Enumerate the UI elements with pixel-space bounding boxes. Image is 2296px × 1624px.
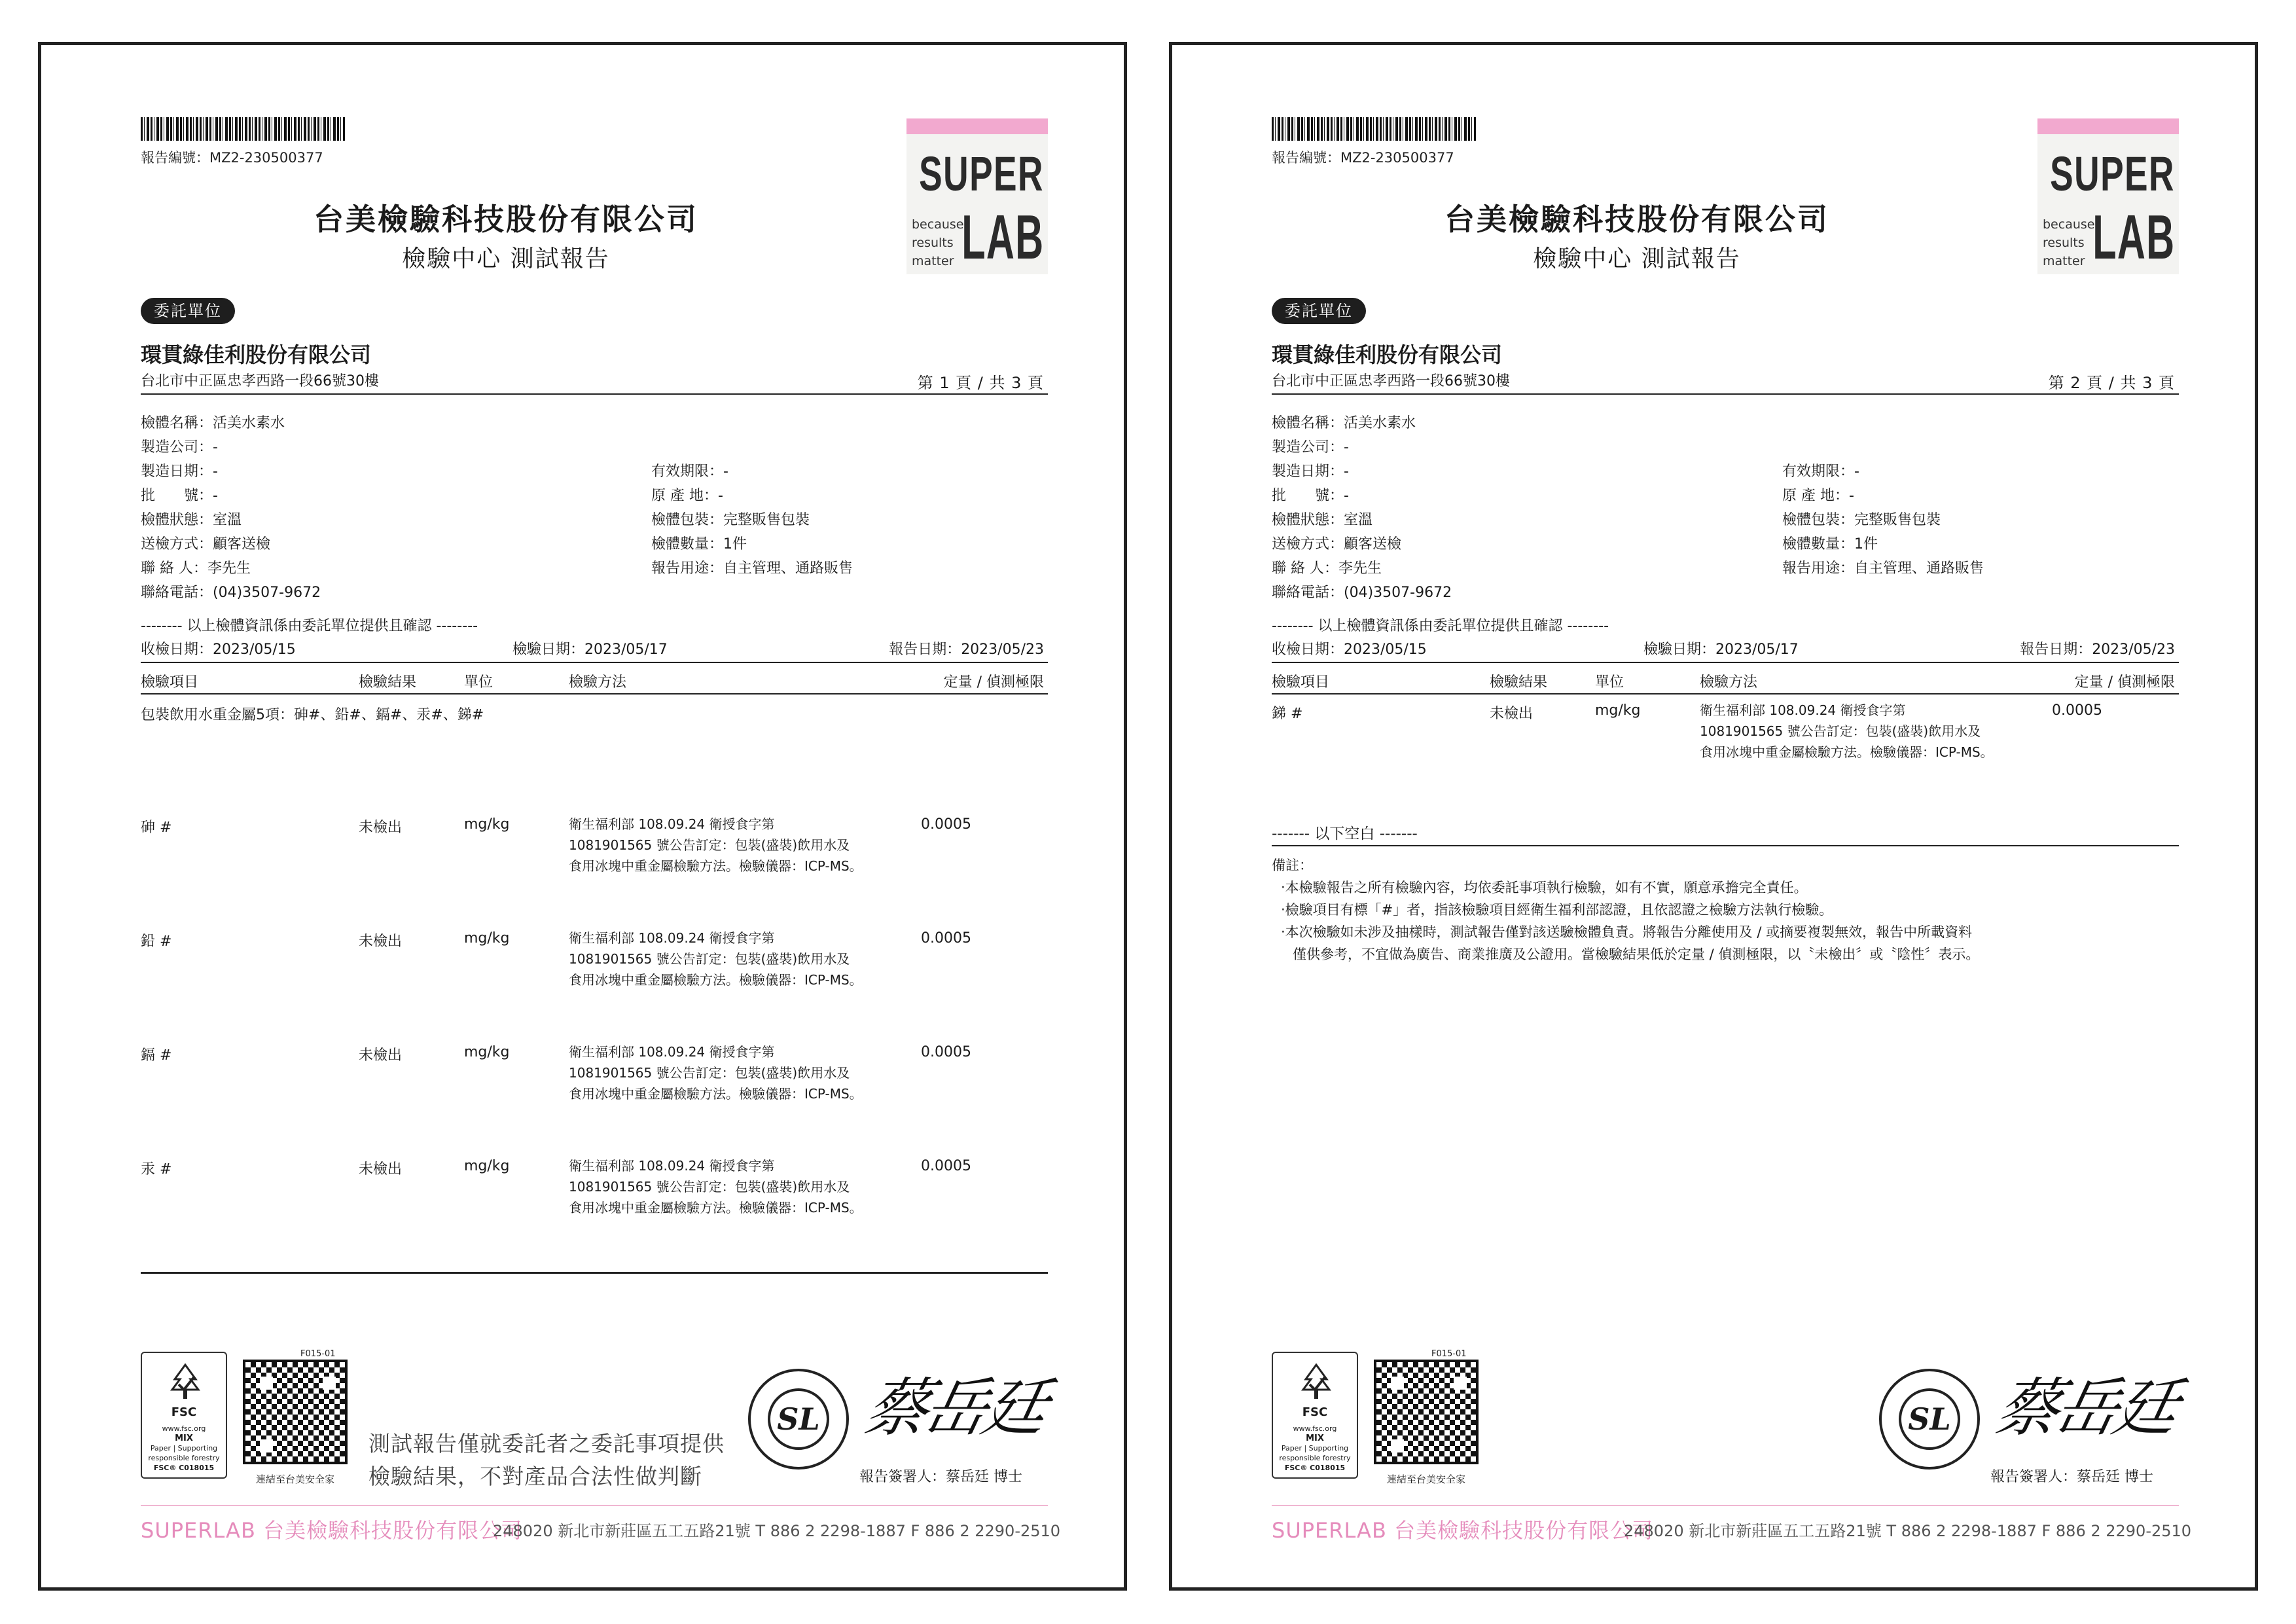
sample-expiry: 有效期限：- — [1782, 463, 1859, 480]
row-limit: 0.0005 — [2052, 702, 2102, 719]
method-line: 食用冰塊中重金屬檢驗方法。檢驗儀器：ICP-MS。 — [569, 1086, 863, 1102]
row-unit: mg/kg — [464, 816, 510, 833]
footer-disclaimer — [368, 1428, 725, 1493]
col-unit-header: 單位 — [464, 674, 493, 691]
row-result: 未檢出 — [359, 1047, 403, 1064]
method-line: 衛生福利部 108.09.24 衛授食字第 — [569, 1158, 775, 1174]
divider — [1272, 845, 2179, 846]
disclaimer-line: 檢驗結果，不對產品合法性做判斷 — [368, 1464, 702, 1489]
report-subtitle: 檢驗中心 測試報告 — [1533, 245, 1741, 272]
col-unit-header: 單位 — [1595, 674, 1624, 691]
logo-tag-line: results — [2043, 236, 2085, 250]
report-page-1 — [38, 42, 1127, 1591]
divider — [141, 662, 1048, 663]
sample-quantity: 檢體數量：1件 — [1782, 536, 1878, 552]
method-line: 衛生福利部 108.09.24 衛授食字第 — [569, 1044, 775, 1060]
signer-label: 報告簽署人：蔡岳廷 博士 — [1990, 1469, 2153, 1485]
report-date: 報告日期：2023/05/23 — [2020, 641, 2175, 658]
row-item: 鉛 # — [141, 933, 172, 950]
row-limit: 0.0005 — [921, 930, 971, 947]
logo-tag-line: matter — [2043, 254, 2085, 268]
sample-origin: 原 產 地：- — [1782, 488, 1854, 504]
row-method — [569, 814, 909, 876]
col-method-header: 檢驗方法 — [1700, 674, 1758, 691]
sample-info-note: -------- 以上檢體資訊係由委託單位提供且確認 -------- — [1272, 618, 1609, 634]
row-item: 汞 # — [141, 1161, 172, 1178]
report-number: 報告編號：MZ2-230500377 — [1272, 150, 1454, 166]
sample-mfg-date: 製造日期：- — [1272, 463, 1349, 480]
row-result: 未檢出 — [359, 1161, 403, 1178]
row-method — [1700, 700, 2040, 763]
tree-check-icon — [167, 1362, 204, 1403]
method-line: 食用冰塊中重金屬檢驗方法。檢驗儀器：ICP-MS。 — [569, 1200, 863, 1216]
qr-label: 連結至台美安全家 — [255, 1473, 334, 1485]
logo-tagline — [912, 215, 963, 270]
signature: 蔡岳廷 — [1989, 1371, 2182, 1445]
client-badge: 委託單位 — [1272, 298, 1366, 324]
method-line: 衛生福利部 108.09.24 衛授食字第 — [1700, 702, 1906, 718]
method-line: 1081901565 號公告訂定：包裝(盛裝)飲用水及 — [569, 1065, 850, 1081]
footer-brand: SUPERLAB 台美檢驗科技股份有限公司 — [141, 1518, 523, 1543]
page-number: 第 2 頁 / 共 3 頁 — [2048, 374, 2175, 392]
sample-delivery: 送檢方式：顧客送檢 — [1272, 536, 1402, 552]
tree-check-icon — [1298, 1362, 1335, 1403]
divider — [1272, 393, 2179, 395]
remark-item: ‧檢驗項目有標「#」者，指該檢驗項目經衛生福利部認證，且依認證之檢驗方法執行檢驗。 — [1281, 902, 1833, 918]
col-result-header: 檢驗結果 — [1490, 674, 1548, 691]
logo-tag-line: matter — [912, 254, 954, 268]
report-subtitle: 檢驗中心 測試報告 — [402, 245, 610, 272]
fsc-site: www.fsc.org — [1293, 1424, 1337, 1433]
logo-tagline — [2043, 215, 2094, 270]
barcode — [141, 117, 345, 141]
superlab-seal — [1879, 1369, 1980, 1470]
sample-mfg-date: 製造日期：- — [141, 463, 218, 480]
sample-contact: 聯 絡 人：李先生 — [141, 560, 251, 577]
client-name: 環貫綠佳利股份有限公司 — [141, 342, 372, 367]
footer-brand: SUPERLAB 台美檢驗科技股份有限公司 — [1272, 1518, 1654, 1543]
table-end-divider — [141, 1272, 1048, 1274]
fsc-details — [1276, 1424, 1354, 1473]
method-line: 衛生福利部 108.09.24 衛授食字第 — [569, 930, 775, 946]
fsc-details — [145, 1424, 223, 1473]
row-unit: mg/kg — [464, 1158, 510, 1174]
superlab-seal — [748, 1369, 849, 1470]
disclaimer-line: 測試報告僅就委託者之委託事項提供 — [368, 1431, 725, 1456]
row-method — [569, 1041, 909, 1104]
sample-phone: 聯絡電話：(04)3507-9672 — [1272, 585, 1452, 601]
sample-quantity: 檢體數量：1件 — [651, 536, 747, 552]
superlab-logo — [2037, 118, 2179, 274]
divider — [1272, 662, 2179, 663]
remark-item: ‧本檢驗報告之所有檢驗內容，均依委託事項執行檢驗，如有不實，願意承擔完全責任。 — [1281, 880, 1808, 895]
client-name: 環貫綠佳利股份有限公司 — [1272, 342, 1503, 367]
footer-divider — [141, 1505, 1048, 1506]
fsc-paper: Paper | Supporting responsible forestry — [1279, 1444, 1351, 1462]
page-number: 第 1 頁 / 共 3 頁 — [917, 374, 1044, 392]
sample-expiry: 有效期限：- — [651, 463, 728, 480]
sample-phone: 聯絡電話：(04)3507-9672 — [141, 585, 321, 601]
remark-item: ‧本次檢驗如未涉及抽樣時，測試報告僅對該送驗檢體負責。將報告分離使用及 / 或摘要複製無效，報告中所載資料 — [1281, 924, 1973, 940]
method-line: 食用冰塊中重金屬檢驗方法。檢驗儀器：ICP-MS。 — [569, 972, 863, 988]
seal-initials: SL — [1899, 1388, 1960, 1450]
remark-item: 僅供參考，不宜做為廣告、商業推廣及公證用。當檢驗結果低於定量 / 偵測極限，以〝未檢出〞或〝陰性〞表示。 — [1293, 947, 1980, 962]
logo-pink-bar — [906, 118, 1048, 134]
received-date: 收檢日期：2023/05/15 — [141, 641, 296, 658]
form-code: F015-01 — [300, 1349, 336, 1359]
row-unit: mg/kg — [464, 930, 510, 947]
qr-code[interactable] — [1374, 1360, 1479, 1464]
fsc-site: www.fsc.org — [162, 1424, 206, 1433]
report-number: 報告編號：MZ2-230500377 — [141, 150, 323, 166]
sample-maker: 製造公司：- — [141, 439, 218, 456]
sample-maker: 製造公司：- — [1272, 439, 1349, 456]
row-item: 銻 # — [1272, 706, 1303, 722]
sample-package: 檢體包裝：完整販售包裝 — [1782, 512, 1941, 528]
col-limit-header: 定量 / 偵測極限 — [943, 674, 1044, 691]
sample-package: 檢體包裝：完整販售包裝 — [651, 512, 810, 528]
footer-address: 248020 新北市新莊區五工五路21號 T 886 2 2298-1887 F 886 2 2290-2510 — [1624, 1522, 2192, 1540]
remarks-title: 備註： — [1272, 857, 1313, 873]
row-unit: mg/kg — [1595, 702, 1641, 719]
logo-tag-line: because — [2043, 217, 2095, 232]
sample-info-note: -------- 以上檢體資訊係由委託單位提供且確認 -------- — [141, 618, 478, 634]
method-line: 衛生福利部 108.09.24 衛授食字第 — [569, 816, 775, 832]
sample-delivery: 送檢方式：顧客送檢 — [141, 536, 271, 552]
fsc-paper: Paper | Supporting responsible forestry — [148, 1444, 220, 1462]
blank-below-note: ------- 以下空白 ------- — [1272, 825, 1418, 842]
logo-pink-bar — [2037, 118, 2179, 134]
sample-name: 檢體名稱：活美水素水 — [141, 415, 285, 431]
signer-label: 報告簽署人：蔡岳廷 博士 — [859, 1469, 1022, 1485]
row-limit: 0.0005 — [921, 1044, 971, 1060]
logo-lab-text: LAB — [2092, 202, 2175, 272]
row-limit: 0.0005 — [921, 1158, 971, 1174]
col-result-header: 檢驗結果 — [359, 674, 417, 691]
method-line: 1081901565 號公告訂定：包裝(盛裝)飲用水及 — [1700, 723, 1981, 739]
footer-divider — [1272, 1505, 2179, 1506]
fsc-code: FSC® C018015 — [1284, 1464, 1346, 1472]
row-method — [569, 928, 909, 990]
client-address: 台北市中正區忠孝西路一段66號30樓 — [1272, 373, 1510, 389]
fsc-code: FSC® C018015 — [153, 1464, 215, 1472]
logo-super-text: SUPER — [2050, 147, 2175, 201]
sample-batch: 批 號：- — [1272, 488, 1349, 504]
remarks — [1272, 854, 2179, 965]
col-item-header: 檢驗項目 — [1272, 674, 1330, 691]
form-code: F015-01 — [1431, 1349, 1467, 1359]
logo-tag-line: because — [912, 217, 964, 232]
method-line: 1081901565 號公告訂定：包裝(盛裝)飲用水及 — [569, 951, 850, 967]
sample-contact: 聯 絡 人：李先生 — [1272, 560, 1382, 577]
qr-label: 連結至台美安全家 — [1386, 1473, 1465, 1485]
signature: 蔡岳廷 — [858, 1371, 1051, 1445]
report-page-2 — [1169, 42, 2258, 1591]
col-item-header: 檢驗項目 — [141, 674, 199, 691]
row-unit: mg/kg — [464, 1044, 510, 1060]
test-date: 檢驗日期：2023/05/17 — [512, 641, 668, 658]
divider — [1272, 693, 2179, 695]
company-title: 台美檢驗科技股份有限公司 — [314, 202, 698, 237]
client-badge: 委託單位 — [141, 298, 235, 324]
col-limit-header: 定量 / 偵測極限 — [2074, 674, 2175, 691]
logo-lab-text: LAB — [961, 202, 1044, 272]
test-date: 檢驗日期：2023/05/17 — [1643, 641, 1799, 658]
row-limit: 0.0005 — [921, 816, 971, 833]
seal-initials: SL — [768, 1388, 829, 1450]
report-date: 報告日期：2023/05/23 — [889, 641, 1044, 658]
row-result: 未檢出 — [359, 933, 403, 950]
sample-batch: 批 號：- — [141, 488, 218, 504]
row-result: 未檢出 — [359, 820, 403, 836]
fsc-title: FSC — [171, 1405, 197, 1419]
test-group-title: 包裝飲用水重金屬5項：砷#、鉛#、鎘#、汞#、銻# — [141, 707, 484, 723]
divider — [141, 693, 1048, 695]
fsc-mix: MIX — [175, 1434, 193, 1443]
sample-name: 檢體名稱：活美水素水 — [1272, 415, 1416, 431]
method-line: 食用冰塊中重金屬檢驗方法。檢驗儀器：ICP-MS。 — [569, 858, 863, 874]
sample-purpose: 報告用途：自主管理、通路販售 — [651, 560, 853, 577]
company-title: 台美檢驗科技股份有限公司 — [1444, 202, 1829, 237]
fsc-mix: MIX — [1306, 1434, 1324, 1443]
footer-address: 248020 新北市新莊區五工五路21號 T 886 2 2298-1887 F 886 2 2290-2510 — [493, 1522, 1061, 1540]
row-method — [569, 1155, 909, 1218]
row-item: 鎘 # — [141, 1047, 172, 1064]
logo-tag-line: results — [912, 236, 954, 250]
received-date: 收檢日期：2023/05/15 — [1272, 641, 1427, 658]
divider — [141, 393, 1048, 395]
fsc-badge — [141, 1352, 227, 1479]
fsc-title: FSC — [1302, 1405, 1328, 1419]
method-line: 食用冰塊中重金屬檢驗方法。檢驗儀器：ICP-MS。 — [1700, 744, 1994, 760]
col-method-header: 檢驗方法 — [569, 674, 627, 691]
sample-state: 檢體狀態：室溫 — [1272, 512, 1373, 528]
sample-state: 檢體狀態：室溫 — [141, 512, 242, 528]
fsc-badge — [1272, 1352, 1358, 1479]
barcode — [1272, 117, 1476, 141]
method-line: 1081901565 號公告訂定：包裝(盛裝)飲用水及 — [569, 837, 850, 853]
superlab-logo — [906, 118, 1048, 274]
sample-purpose: 報告用途：自主管理、通路販售 — [1782, 560, 1984, 577]
row-result: 未檢出 — [1490, 706, 1534, 722]
row-item: 砷 # — [141, 820, 172, 836]
client-address: 台北市中正區忠孝西路一段66號30樓 — [141, 373, 379, 389]
method-line: 1081901565 號公告訂定：包裝(盛裝)飲用水及 — [569, 1179, 850, 1195]
sample-origin: 原 產 地：- — [651, 488, 723, 504]
logo-super-text: SUPER — [919, 147, 1044, 201]
qr-code[interactable] — [243, 1360, 348, 1464]
